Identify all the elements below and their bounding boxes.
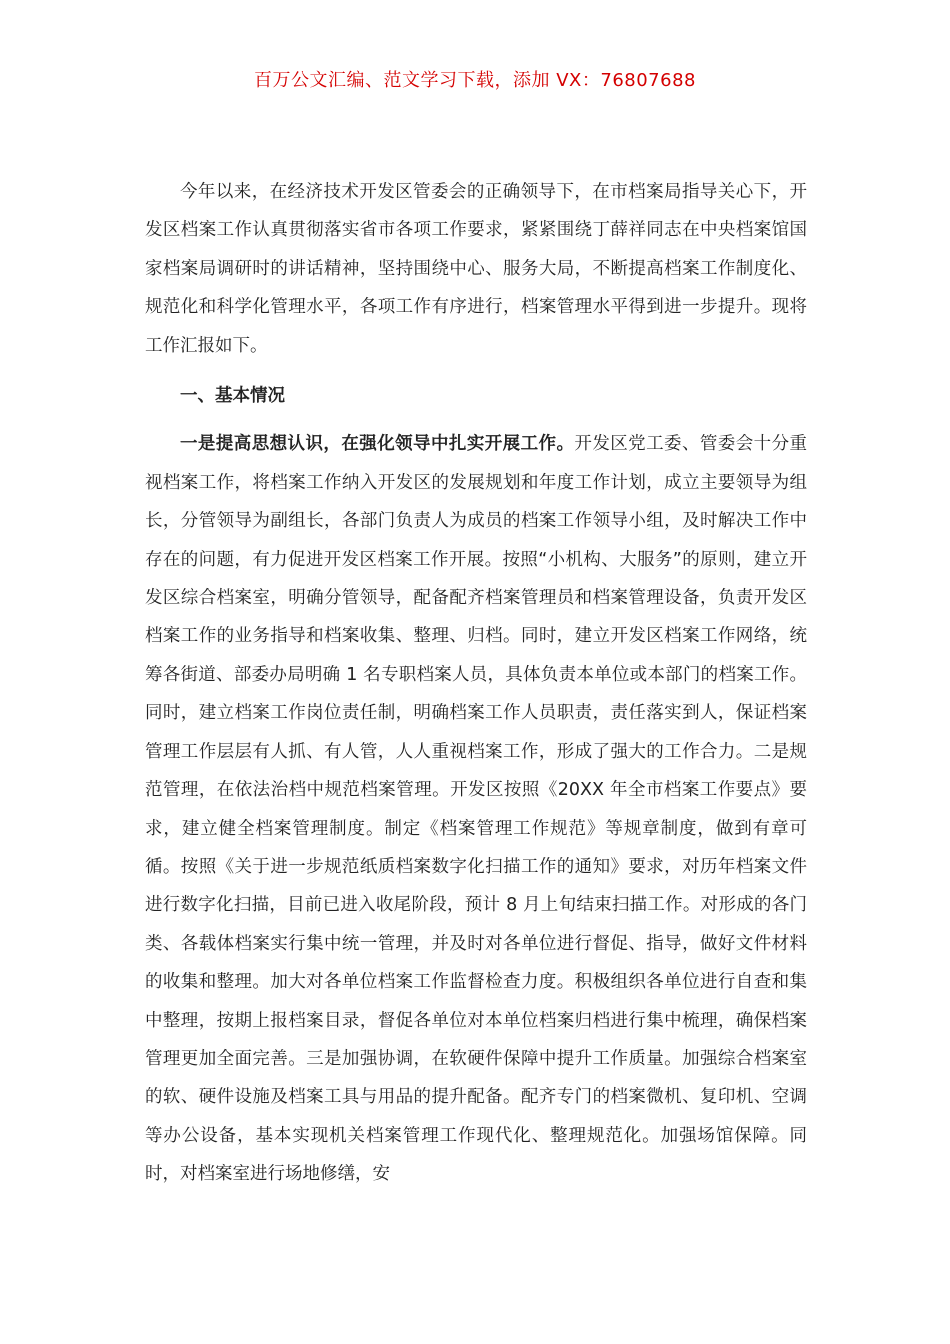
section-heading: 一、基本情况 — [180, 386, 285, 407]
body-paragraph — [145, 425, 807, 1193]
intro-paragraph: 今年以来，在经济技术开发区管委会的正确领导下，在市档案局指导关心下，开发区档案工作认真贯彻落实省市各项工作要求，紧紧围绕丁薛祥同志在中央档案馆国家档案局调研时的讲话精神，坚持围绕中心、服务大局，不断提高档案工作制度化、规范化和科学化管理水平，各项工作有序进行，档案管理水平得到进一步提升。现将工作汇报如下。 — [145, 182, 807, 356]
watermark-header: 百万公文汇编、范文学习下载，添加 VX：76807688 — [254, 70, 696, 91]
document-body — [145, 173, 807, 1194]
paragraph-text: 开发区党工委、管委会十分重视档案工作，将档案工作纳入开发区的发展规划和年度工作计划，成立主要领导为组长，分管领导为副组长，各部门负责人为成员的档案工作领导小组，及时解决工作中存在的问题，有力促进开发区档案工作开展。按照“小机构、大服务”的原则，建立开发区综合档案室，明确分管领导，配备配齐档案管理员和档案管理设备，负责开发区档案工作的业务指导和档案收集、整理、归档。同时，建立开发区档案工作网络，统筹各街道、部委办局明确 1 名专职档案人员，具体负责本单位或本部门的档案工作。同时，建立档案工作岗位责任制，明确档案工作人员职责，责任落实到人，保证档案管理工作层层有人抓、有人管，人人重视档案工作，形成了强大的工作合力。二是规范管理，在依法治档中规范档案管理。开发区按照《20XX 年全市档案工作要点》要求，建立健全档案管理制度。制定《档案管理工作规范》等规章制度，做到有章可循。按照《关于进一步规范纸质档案数字化扫描工作的通知》要求，对历年档案文件进行数字化扫描，目前已进入收尾阶段，预计 8 月上旬结束扫描工作。对形成的各门类、各载体档案实行集中统一管理，并及时对各单位进行督促、指导，做好文件材料的收集和整理。加大对各单位档案工作监督检查力度。积极组织各单位进行自查和集中整理，按期上报档案目录，督促各单位对本单位档案归档进行集中梳理，确保档案管理更加全面完善。三是加强协调，在软硬件保障中提升工作质量。加强综合档案室的软、硬件设施及档案工具与用品的提升配备。配齐专门的档案微机、复印机、空调等办公设备，基本实现机关档案管理工作现代化、整理规范化。加强场馆保障。同时，对档案室进行场地修缮，安 — [145, 434, 808, 1185]
paragraph-lead: 一是提高思想认识，在强化领导中扎实开展工作。 — [180, 434, 575, 455]
